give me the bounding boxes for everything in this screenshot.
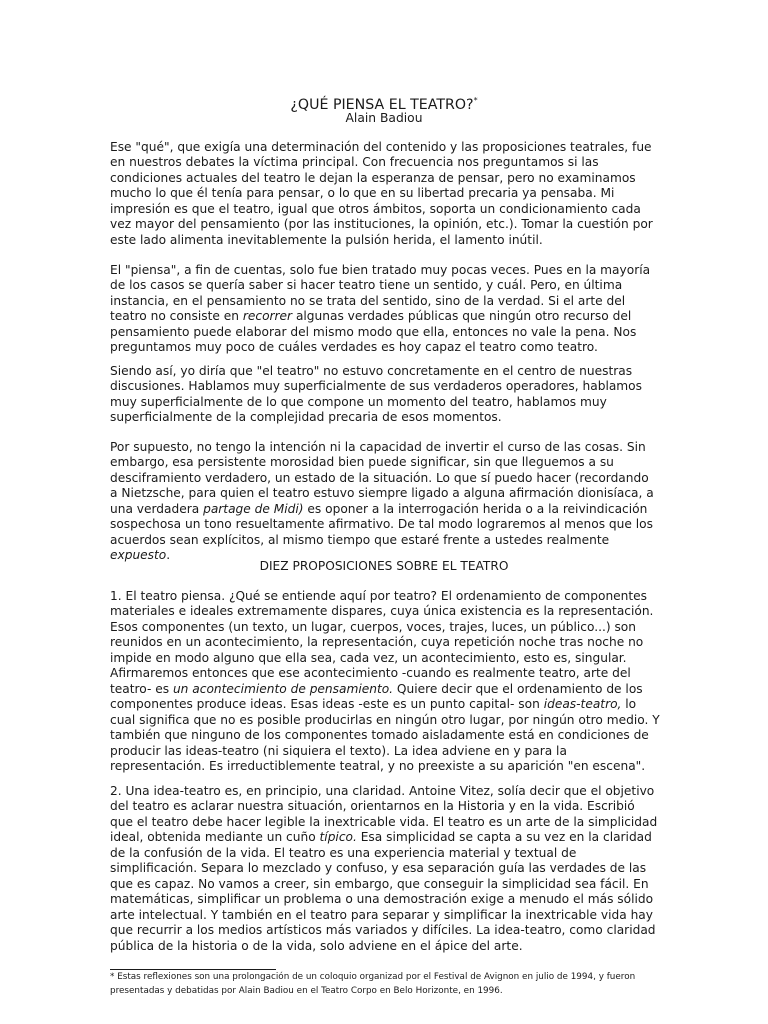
paragraph-1-text: Ese "qué", que exigía una determinación del contenido y las proposiciones teatrales, fue en nuestros debates la víctima principal. Con frecuencia nos preguntamos si las condiciones actuales del teatro le dejan la esperanza de pensar, pero no examinamos mucho lo que él tenía para pensar, o lo que en su libertad precaria ya pensaba. Mi impresión es que el teatro, igual que otros ámbitos, soporta un condicionamiento cada vez mayor del pensamiento (por las instituciones, la opinión, etc.). Tomar la cuestión por este lado alimenta inevitablemente la pulsión herida, el lamento inútil.	[110, 140, 653, 247]
paragraph-3-text: Siendo así, yo diría que "el teatro" no estuvo concretamente en el centro de nuestras discusiones. Hablamos muy superficialmente de sus verdaderos operadores, hablamos muy superficialmente de lo que compone un momento del teatro, hablamos muy superficialmente de la complejidad precaria de esos momentos.	[110, 364, 642, 425]
proposition-2-text-b: Esa simplicidad se capta a su vez en la claridad de la confusión de la vida. El teatro es una experiencia material y textual de simplificación. Separa lo mezclado y confuso, y esa separación guía las verdades de las que es capaz. No vamos a creer, sin embargo, que conseguir la simplicidad sea fácil. En matemáticas, simplificar un problema o una demostración exige a menudo el más sólido arte intelectual. Y también en el teatro para separar y simplificar la inextricable vida hay que recurrir a los medios artísticos más variados y difíciles. La idea-teatro, como claridad pública de la historia o de la vida, solo adviene en el ápice del arte.	[110, 830, 656, 953]
proposition-2	[110, 784, 660, 954]
paragraph-4-text-b: es oponer a la interrogación herida o a la reivindicación sospechosa un tono resueltamente afirmativo. De tal modo lograremos al menos que los acuerdos sean explícitos, al mismo tiempo que estaré frente a ustedes realmente	[110, 501, 653, 547]
paragraph-1	[110, 140, 660, 248]
proposition-1-text-a: 1. El teatro piensa. ¿Qué se entiende aquí por teatro? El ordenamiento de componentes materiales e ideales extremamente dispares, cuya única existencia es la representación. Esos componentes (un texto, un lugar, cuerpos, voces, trajes, luces, un público...) son reunidos en un acontecimiento, la representación, cuya repetición noche tras noche no impide en modo alguno que ella sea, cada vez, un acontecimiento, esto es, singular. Afirmaremos entonces que ese acontecimiento -cuando es realmente teatro, arte del teatro- es	[110, 589, 654, 696]
paragraph-3	[110, 364, 660, 426]
paragraph-2-italic: recorrer	[242, 309, 293, 324]
paragraph-4-italic-a: partage de Midi)	[203, 501, 304, 516]
proposition-1-italic-a: un acontecimiento de pensamiento.	[172, 681, 394, 696]
author-name: Alain Badiou	[345, 111, 423, 125]
section-heading: DIEZ PROPOSICIONES SOBRE EL TEATRO	[259, 559, 509, 573]
footnote-marker: *	[473, 96, 478, 105]
paragraph-2-text-a: El "piensa", a fin de cuentas, solo fue bien tratado muy pocas veces. Pues en la mayoría de los casos se quería saber si hacer teatro tiene un sentido, y cuál. Pero, en última instancia, en el pensamiento no se trata del sentido, sino de la verdad. Si el arte del teatro no consiste en	[110, 263, 651, 324]
paragraph-4-text-a: Por supuesto, no tengo la intención ni la capacidad de invertir el curso de las cosas. Sin embargo, esa persistente morosidad bien puede significar, sin que lleguemos a su desciframiento verdadero, un estado de la situación. Lo que sí puedo hacer (recordando a Nietzsche, para quien el teatro estuvo siempre ligado a alguna afirmación dionisíaca, a una verdadera	[110, 440, 654, 516]
paragraph-4-text-c: .	[166, 548, 171, 563]
footnote: * Estas reflexiones son una prolongación de un coloquio organizad por el Festival de Avignon en julio de 1994, y fueron presentadas y debatidas por Alain Badiou en el Teatro Corpo en Belo Horizonte, en 1996.	[110, 972, 636, 996]
paragraph-4-italic-b: expuesto	[110, 548, 167, 563]
proposition-2-text-a: 2. Una idea-teatro es, en principio, una claridad. Antoine Vitez, solía decir que el objetivo del teatro es aclarar nuestra situación, orientarnos en la Historia y en la vida. Escribió que el teatro debe hacer legible la inextricable vida. El teatro es un arte de la simplicidad ideal, obtenida mediante un cuño	[110, 784, 658, 845]
paragraph-4	[110, 440, 660, 564]
paragraph-2-text-b: algunas verdades públicas que ningún otro recurso del pensamiento puede elaborar del mismo modo que ella, entonces no vale la pena. Nos preguntamos muy poco de cuáles verdades es hoy capaz el teatro como teatro.	[110, 309, 637, 355]
proposition-1-text-c: lo cual significa que no es posible producirlas en ningún otro lugar, por ningún otro medio. Y también que ninguno de los componentes tomado aisladamente está en condiciones de producir las ideas-teatro (ni siquiera el texto). La idea adviene en y para la representación. Es irreductiblemente teatral, y no preexiste a su aparición "en escena".	[110, 697, 660, 773]
proposition-1-text-b: Quiere decir que el ordenamiento de los componentes produce ideas. Esas ideas -este es un punto capital- son	[110, 681, 643, 712]
proposition-1	[110, 589, 660, 774]
paragraph-2	[110, 263, 660, 356]
title-text: ¿QUÉ PIENSA EL TEATRO?	[290, 97, 474, 113]
proposition-2-italic: típico.	[319, 830, 357, 845]
proposition-1-italic-b: ideas-teatro,	[543, 697, 622, 712]
